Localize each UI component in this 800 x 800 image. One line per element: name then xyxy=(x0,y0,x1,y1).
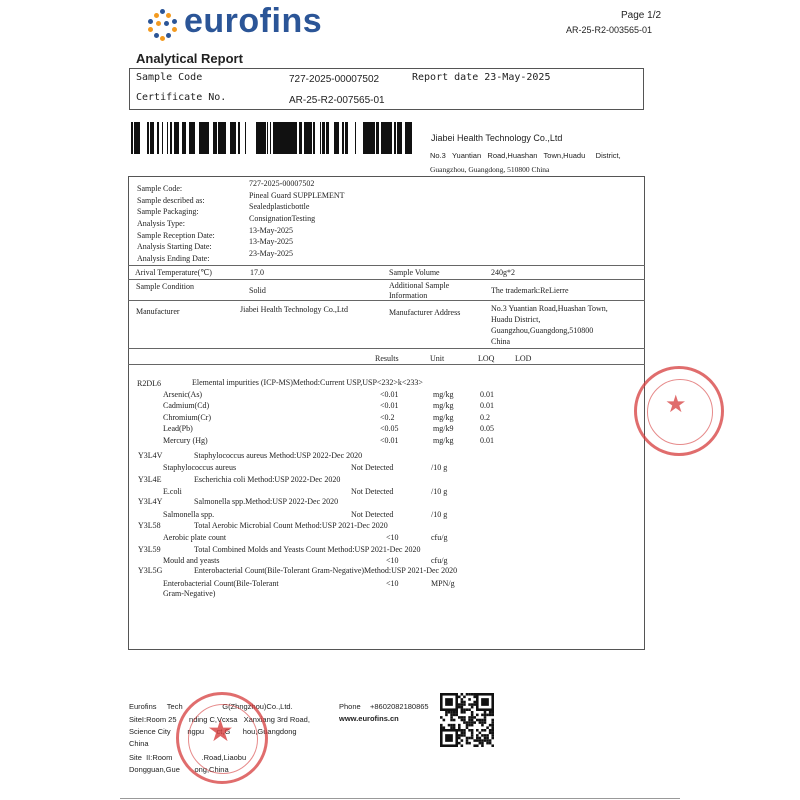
elements-list xyxy=(163,390,503,447)
barcode xyxy=(131,122,414,154)
info-label: Sample described as: xyxy=(137,195,205,205)
analyte-unit: mg/kg xyxy=(433,390,454,399)
info-label: Sample Reception Date: xyxy=(137,230,215,240)
col-results: Results xyxy=(375,354,399,363)
table-row xyxy=(163,390,503,401)
info-label: Analysis Ending Date: xyxy=(137,254,210,264)
arrival-temp-label: Arival Temperature(℃) xyxy=(135,268,212,277)
address-line: Huadu District, xyxy=(491,315,541,324)
analyte-result: <0.2 xyxy=(380,412,395,422)
micro-method: Salmonella spp.Method:USP 2022-Dec 2020 xyxy=(194,497,339,506)
arrival-temp-value: 17.0 xyxy=(250,268,264,277)
sample-info-values xyxy=(249,179,449,261)
micro-method: Enterobacterial Count(Bile-Tolerant Gram-Negative)Method:USP 2021-Dec 2020 xyxy=(194,566,458,575)
micro-analyte-line2: Gram-Negative) xyxy=(163,589,216,598)
logo-dots-icon xyxy=(148,9,178,39)
micro-code: Y3L4V xyxy=(138,451,163,460)
footer-site1-line2: Science City ngpu ct,G hou,Guangdong xyxy=(129,727,297,736)
elemental-method: Elemental impurities (ICP-MS)Method:Current USP,USP<232>k<233> xyxy=(192,378,423,387)
brand-name: eurofins xyxy=(184,2,323,40)
micro-code: Y3L58 xyxy=(138,521,161,530)
micro-code: Y3L5G xyxy=(138,566,163,575)
micro-unit: /10 g xyxy=(431,510,448,519)
micro-analyte: Aerobic plate count xyxy=(163,533,227,542)
micro-result: Not Detected xyxy=(351,463,394,472)
micro-analyte: Staphylococcus aureus xyxy=(163,463,237,472)
micro-method: Staphylococcus aureus Method:USP 2022-Dec 2020 xyxy=(194,451,363,460)
table-row xyxy=(163,413,503,424)
info-value: ConsignationTesting xyxy=(249,214,316,224)
micro-result: <10 xyxy=(386,579,399,588)
col-lod: LOD xyxy=(515,354,532,363)
phone-value: +8602082180865 xyxy=(370,702,429,711)
micro-code: Y3L4E xyxy=(138,475,162,484)
condition-value: Solid xyxy=(249,286,266,295)
sample-code-label: Sample Code xyxy=(136,72,203,83)
col-unit: Unit xyxy=(430,354,445,363)
analyte-result: <0.01 xyxy=(380,401,399,411)
star-icon: ★ xyxy=(207,715,234,748)
analyte-name: Cadmium(Cd) xyxy=(163,401,210,411)
analyte-unit: mg/kg xyxy=(433,401,454,411)
micro-analyte: Salmonella spp. xyxy=(163,510,215,519)
analyte-name: Chromium(Cr) xyxy=(163,412,211,422)
micro-unit: cfu/g xyxy=(431,533,448,542)
certificate-value: AR-25-R2-007565-01 xyxy=(289,95,385,106)
client-address-line1: No.3 Yuantian Road,Huashan Town,Huadu District, xyxy=(430,151,621,160)
analyte-name: Arsenic(As) xyxy=(163,390,203,399)
analyte-unit: mg/kg xyxy=(433,435,454,445)
eurofins-logo xyxy=(148,2,323,42)
company-seal-stamp xyxy=(176,692,268,784)
address-line: No.3 Yuantian Road,Huashan Town, xyxy=(491,304,608,313)
client-name: Jiabei Health Technology Co.,Ltd xyxy=(431,133,563,143)
address-line: China xyxy=(491,337,511,346)
analyte-loq: 0.2 xyxy=(480,412,490,422)
micro-result: Not Detected xyxy=(351,510,394,519)
sample-info-labels xyxy=(137,184,247,266)
analyte-unit: mg/kg xyxy=(433,412,454,422)
official-seal-stamp xyxy=(634,366,724,456)
micro-unit: cfu/g xyxy=(431,556,448,565)
micro-analyte: E.coli xyxy=(163,487,182,496)
analyte-name: Mercury (Hg) xyxy=(163,435,208,445)
micro-code: Y3L4Y xyxy=(138,497,163,506)
manufacturer-address xyxy=(491,304,608,348)
manufacturer-address-label: Manufacturer Address xyxy=(389,308,461,317)
analyte-loq: 0.01 xyxy=(480,401,494,411)
report-reference: AR-25-R2-003565-01 xyxy=(566,25,653,35)
info-value: 727-2025-00007502 xyxy=(249,179,315,188)
micro-unit: /10 g xyxy=(431,487,448,496)
additional-label-2: Information xyxy=(389,291,428,300)
analyte-result: <0.01 xyxy=(380,390,399,399)
info-value: 23-May-2025 xyxy=(249,249,293,259)
report-date: Report date 23-May-2025 xyxy=(412,72,551,83)
micro-result: <10 xyxy=(386,556,399,565)
sample-volume-value: 240g*2 xyxy=(491,268,515,277)
page-number: Page 1/2 xyxy=(621,10,662,21)
footer-site2-line1: Site II:Room .Road,Liaobu xyxy=(129,753,247,762)
micro-analyte: Mould and yeasts xyxy=(163,556,220,565)
col-loq: LOQ xyxy=(478,354,495,363)
phone-label: Phone xyxy=(339,702,361,711)
footer-site1-line3: China xyxy=(129,739,149,748)
additional-value: The trademark:ReLierre xyxy=(491,286,569,295)
star-icon: ★ xyxy=(665,391,687,418)
qr-code xyxy=(440,693,494,747)
info-value: 13-May-2025 xyxy=(249,237,293,247)
info-label: Sample Code: xyxy=(137,184,183,193)
micro-unit: MPN/g xyxy=(431,579,455,588)
manufacturer-label: Manufacturer xyxy=(136,307,180,316)
analyte-unit: mg/k9 xyxy=(433,424,454,434)
client-address-line2: Guangzhou, Guangdong, 510800 China xyxy=(430,165,550,174)
info-label: Analysis Starting Date: xyxy=(137,242,212,252)
micro-analyte: Enterobacterial Count(Bile-Tolerant xyxy=(163,579,279,588)
website-link[interactable]: www.eurofins.cn xyxy=(339,714,399,723)
id-box xyxy=(129,68,644,110)
sample-code-value: 727-2025-00007502 xyxy=(289,74,380,85)
table-row xyxy=(163,436,503,447)
table-row xyxy=(163,401,503,412)
footer-site2-line2: Dongguan,Gue ong,China xyxy=(129,765,229,774)
address-line: Guangzhou,Guangdong,510800 xyxy=(491,326,594,335)
page-title: Analytical Report xyxy=(136,51,243,66)
micro-unit: /10 g xyxy=(431,463,448,472)
micro-method: Escherichia coli Method:USP 2022-Dec 2020 xyxy=(194,475,341,484)
micro-result: <10 xyxy=(386,533,399,542)
info-value: Sealedplasticbottle xyxy=(249,202,310,212)
manufacturer-value: Jiabei Health Technology Co.,Ltd xyxy=(240,305,348,314)
certificate-label: Certificate No. xyxy=(136,92,227,103)
condition-label: Sample Condition xyxy=(136,282,194,291)
micro-method: Total Aerobic Microbial Count Method:USP 2021-Dec 2020 xyxy=(194,521,388,530)
micro-code: Y3L59 xyxy=(138,545,161,554)
info-value: 13-May-2025 xyxy=(249,225,293,235)
micro-method: Total Combined Molds and Yeasts Count Method:USP 2021-Dec 2020 xyxy=(194,545,421,554)
analyte-result: <0.01 xyxy=(380,435,399,445)
info-label: Analysis Type: xyxy=(137,219,185,229)
elemental-code: R2DL6 xyxy=(137,379,161,388)
footer-site1-line1: SiteI:Room 25 nding C,Vcxsa Xanxiang 3rd Road, xyxy=(129,715,310,724)
table-row xyxy=(163,424,503,435)
sample-volume-label: Sample Volume xyxy=(389,268,440,277)
micro-result: Not Detected xyxy=(351,487,394,496)
info-value: Pineal Guard SUPPLEMENT xyxy=(249,190,345,200)
analyte-loq: 0.01 xyxy=(480,390,494,399)
analyte-name: Lead(Pb) xyxy=(163,424,193,434)
footer-company: Eurofins Tech G(Zhngzhou)Co.,Ltd. xyxy=(129,702,293,711)
info-label: Sample Packaging: xyxy=(137,207,199,217)
analyte-result: <0.05 xyxy=(380,424,399,434)
analyte-loq: 0.01 xyxy=(480,435,494,445)
analyte-loq: 0.05 xyxy=(480,424,494,434)
additional-label-1: Additional Sample xyxy=(389,281,450,290)
